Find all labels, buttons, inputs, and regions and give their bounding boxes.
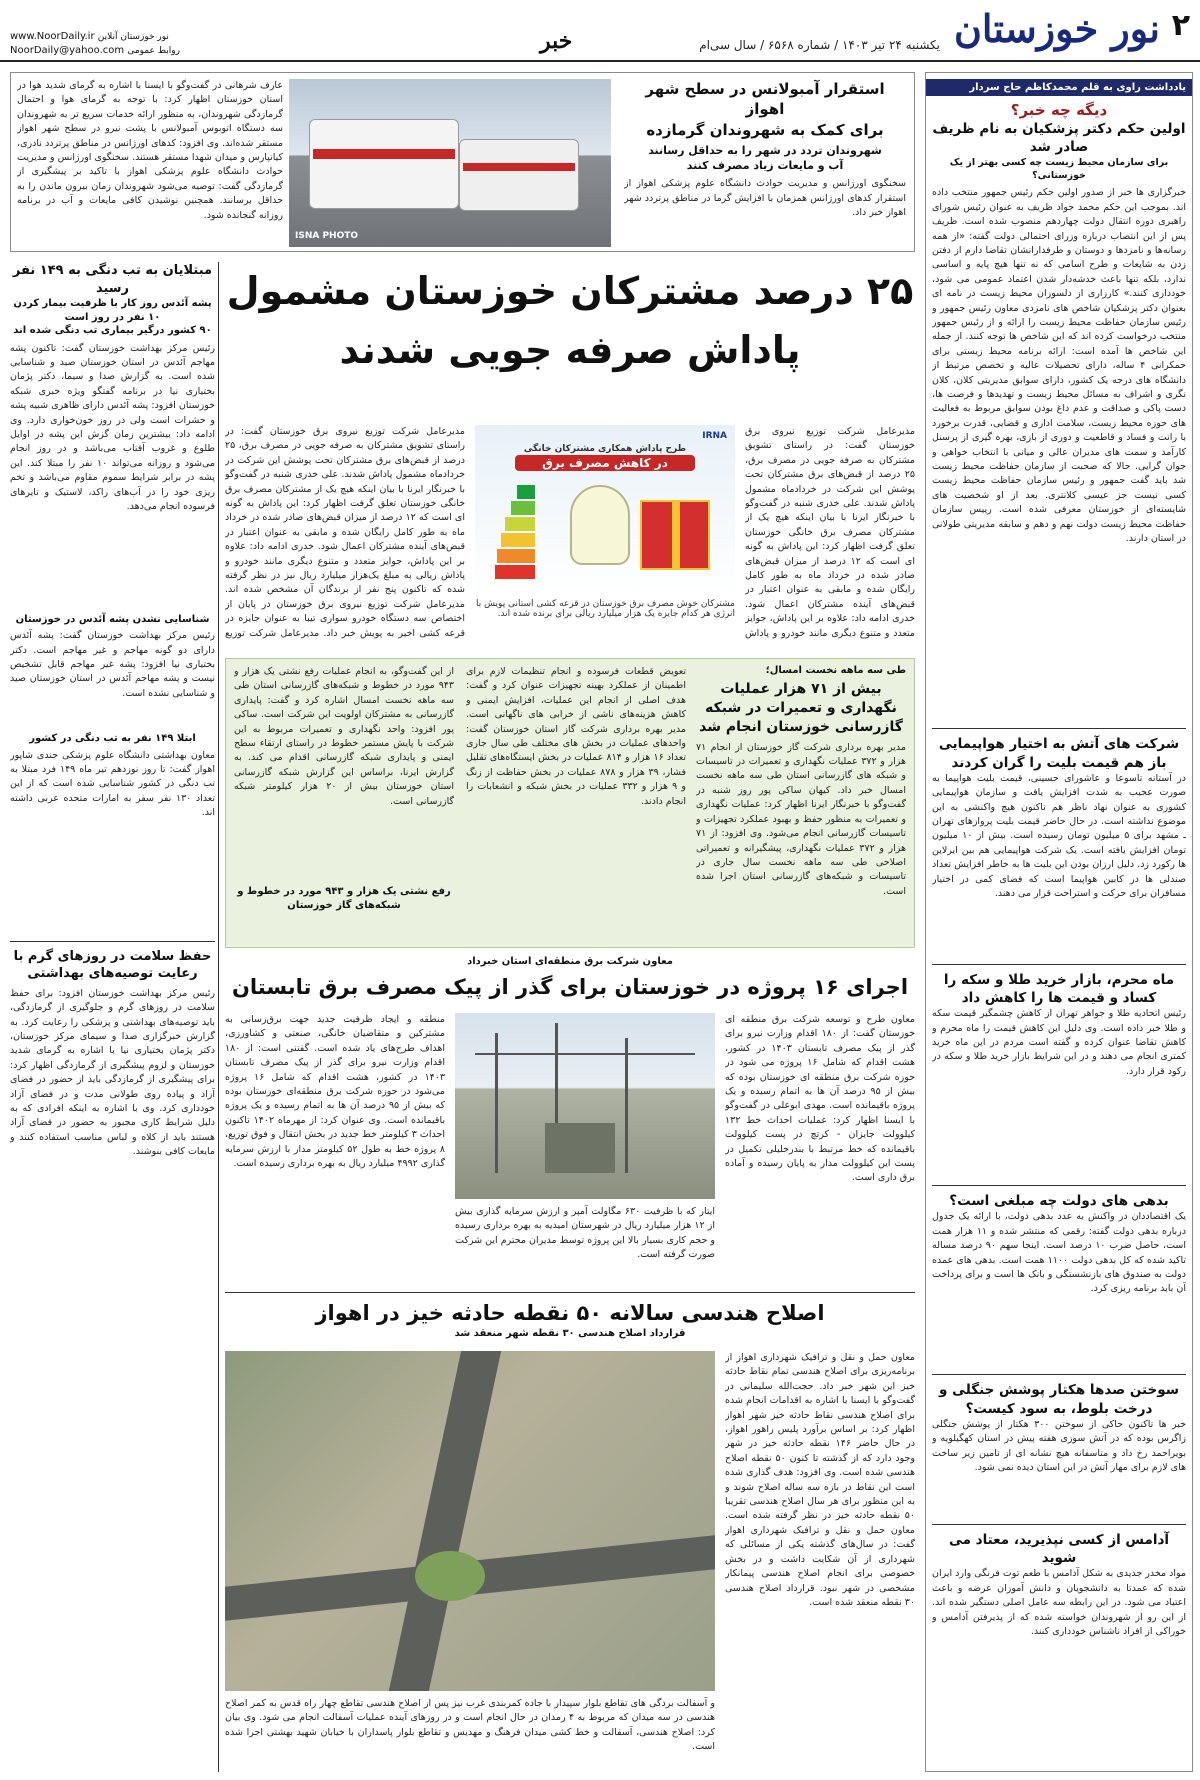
power-body-middle: ایتار که با ظرفیت ۶۳۰ مگاولت آمپر و ارزش سرمایه گذاری بیش از ۱۲ هزار میلیارد ریال در شهرستان امیدیه به بهره برداری رسیده و حجم کاری بسیار بالا این پروژه توسط مدیران محترم این شرکت صورت گرفته است.	[455, 1206, 715, 1261]
health-body: رئیس مرکز بهداشت خوزستان افزود: برای حفظ سلامت در روزهای گرم و جلوگیری از گرمازدگی، باید توصیه‌های بهداشتی و پزشکی را رعایت کرد. به گزارش خبرگزاری صدا و سیمای مرکز خوزستان، دکتر پژمان بختیاری نیا با اشاره به گرمای شدید خوزستان و لزوم پیشگیری از گرمازدگی اظهار کرد: برای پیشگیری از گرمازدگی باید از حضور در فضای آزاد و پیاده روی طولانی مدت و در فضای آزاد خودداری کرد. وی با اشاره به اینکه افرادی که به دلیل شرایط کاری مجبور به حضور در فضای آزاد هستند باید از کلاه و لباس مناسب استفاده کنند و مایعات کافی بنوشند.	[10, 987, 215, 1158]
dengue-sub-1: پشه آئدس روز کار با ظرفیت بیمار کردن ۱۰ نفر در روز است	[13, 298, 212, 323]
main-body: مدیرعامل شرکت توزیع نیروی برق خوزستان گفت: در راستای تشویق مشترکان به صرفه جویی در مصرف برق، ۲۵ درصد از قبض‌های برق مشترکان تحت پوشش این شرکت در خردادماه مشمول پاداش شدند. علی خدری شنبه در گفت‌وگو با خبرنگار ایرنا با بیان اینکه هیچ یک از مشترکان مصرف برق خانگی خوزستان تعلق گرفت اظهار کرد: این پاداش به گونه ای است که ۱۲ درصد از میزان قبض‌های صادر شده در خرداد ماه به طور کامل رایگان شده و مابقی به عنوان اعتبار در قبض‌های آینده مشترکان اعمال شود. خدری ادامه داد: علاوه بر این پاداش، جوایز متعدد و متنوع دیگری مانند خودرو و پاداش	[745, 426, 915, 639]
power-kicker: معاون شرکت برق منطقه‌ای استان خبرداد	[467, 956, 673, 967]
site-email[interactable]: NoorDaily@yahoo.com	[10, 45, 125, 56]
site-info	[10, 30, 180, 58]
ambulance-sub-2: آب و مایعات زیاد مصرف کنند	[686, 158, 844, 172]
gas-body-left: از این گفت‌وگو، به انجام عملیات رفع نشتی یک هزار و ۹۴۳ مورد در خطوط و شبکه‌های گازرسانی استان طی سه ماهه نخست امسال اشاره کرد و گفت: پایداری گازرسانی به مشترکان اولویت این شرکت است. ساکی پور افزود: واحد نگهداری و تعمیرات مربوط به این شرکت با پایش مستمر خطوط در راستای ارتقاء سطح ایمنی و پایداری شبکه گازرسانی اقدام می کند. به گزارش ایرنا، براساس این گزارش شبکه گازرسانی استان خوزستان بیش از ۲۰ هزار کیلومتر شبکه گازرسانی است.	[234, 666, 454, 807]
main-title-2: پاداش صرفه جویی شدند	[339, 327, 801, 372]
left-column	[10, 262, 215, 1772]
irna-logo: IRNA	[702, 431, 727, 441]
ambulance-title-1: استقرار آمبولانس در سطح شهر اهواز	[645, 80, 885, 119]
ambulance-title-2: برای کمک به شهروندان گرمازده	[646, 120, 884, 139]
note-3-body: رئیس اتحادیه طلا و جواهر تهران از کاهش چشمگیر قیمت سکه و طلا خبر داده است. وی دلیل این کاهش قیمت را ماه محرم و کاهش تقاضا عنوان کرده و گفته است مردم در این ماه خرید کمتری انجام می دهند و در این شرایط بازار خرید طلا و سکه در رکود قرار دارد.	[932, 1008, 1186, 1077]
column-kicker: یادداشت راوی به قلم محمدکاظم حاج سردار	[926, 79, 1192, 96]
section-title: خبر	[540, 28, 573, 54]
dengue-body-3: معاون بهداشتی دانشگاه علوم پزشکی جندی شاپور اهواز گفت: تا روز نوزدهم تیر ماه ۱۴۹ فرد مبتلا به تب دنگی در کشور شناسایی شده است که از این تعداد ۱۳۰ نفر سفر به امارات متحده عربی داشته اند.	[10, 749, 215, 819]
note-1-body: خبرگزاری ها خبر از صدور اولین حکم رئیس جمهور منتخب داده اند. بموجب این حکم محمد جواد ظریف به عنوان رئیس شورای راهبری دوره انتقال دولت چهاردهم منصوب شده است. ظریف پس از این انتصاب درباره وزرای احتمالی دولت گفته: «از همه رسانه‌ها و نامزدها و دوستان و طرفدارانشان تقاضا دارم از دفتن زدن به شایعات و طرح اسامی که نه تنها هیچ پایه و اساسی ندارد، بلکه تنها باعث خدشه‌دار شدن اعتماد عمومی می شود، خودداری کنند.» کارزاری از دلسوزان محیط زیست در نامه ای بعنوان دکتر پزشکیان شاخص های نامزدی معاون رئیس جمهور و رئیس سازمان حفاظت محیط زیست را ارائه و از رئیس جمهور منتخب درخواست کرده اند که این شاخص ها توجه کنند. از جمله این شاخص ها آمده است: ارائه برنامه محیط زیستی برای حمکرانی ۴ ساله، دارای تحصیلات عالیه و تخصص مرتبط از دانشگاه های درجه یک کشور، دارای سوابق مدیریتی کلان، کلان نگری و اشراف به مسائل محیط زیست و تهدیدها و فرصت ها، دست پاکی و صداقت و عدم داغ بودن سوابق مربوط به فعالیت های حوزه محیط زیست، سلامت اداری و قضایی، قدرت برخورد با رانت و فساد و قاطعیت و دوری از بازی، بهره گیری از پرسنل کارآمد و سمت های مدیران عالی و میانی با انتخاب خواهی و جوان گرایی. حالا که صحبت از سازمان حفاظت محیط زیست شد باید گفت جمهور و رئیس سازمان حفاظت محیط زیست کسی نیست جز عیسی کلانتری. بعد از او شخصیت های شایسته‌ای از خوزستان معرفی شده است. رییس سازمان حفاظت محیط زیست دولت نهم و دهم و سابقه مدیریتی طولانی در استان دارند.	[932, 187, 1186, 545]
note-2-headline: شرکت های آتش به اختیار هواپیمایی باز هم قیمت بلیت را گران کردند	[938, 736, 1180, 771]
gas-body-right: مدیر بهره برداری شرکت گاز خوزستان از انجام ۷۱ هزار و ۳۷۲ عملیات نگهداری و تعمیرات در تاسیسات و شبکه های گازرسانی استان طی سه ماهه نخست امسال خبر داد. کیهان ساکی پور روز شنبه در گفت‌وگو با خبرنگار ایرنا اظهار کرد: عملیات نگهداری و تعمیرات به منظور حفظ و بهبود عملکرد تجهیزات و تاسیسات گازرسانی انجام می‌شود. وی افزود: از ۷۱ هزار و ۳۷۲ عملیات نگهداری، پیشگیرانه و تعمیراتی اصلاحی طی سه ماهه نخست سال جاری در تاسیسات و شبکه‌های گازرسانی استان اجرا شده است.	[696, 741, 906, 897]
savings-caption: مشترکان خوش مصرف برق خوزستان در قرعه کشی استانی پویش با انرژی هر کدام جایزه یک هزار میلیارد ریالی برای برنده شده اند.	[475, 599, 735, 619]
power-headline: اجرای ۱۶ پروژه در خوزستان برای گذر از پیک مصرف برق تابستان	[231, 974, 909, 999]
note-6-headline: آدامس از کسی نپذیرید، معتاد می شوید	[948, 1531, 1170, 1567]
note-4-body: یک اقتصاددان در واکنش به عدد بدهی دولت، با ارائه یک جدول درباره بدهی دولت گفته: رقمی که منتشر شده و ۱۱ هزار همت است، حاصل ضرب ۱۰ درصد است. اینجا سهم ۹۰ درصد مساله تاکید شده که کل بدهی دولت ۱۱۰۰ همت است. بدهی های عمده دولت به صندوق های بازنشستگی و بانک ها است و برای پرداخت آن باید برنامه ریزی کرد.	[932, 1211, 1186, 1295]
main-headline	[225, 262, 915, 422]
note-1-kicker: دیگه چه خبر؟	[1010, 101, 1108, 119]
note-5-body: خبر ها تاکنون حاکی از سوختن ۳۰۰ هکتار از پوشش جنگلی زاگرس بوده که در آتش سوزی هفته پیش در استان کهگیلویه و بویراحمد رخ داد و متاسفانه هیچ نشانه ای از تامین زیر ساخت های لازم برای مهار آتش در این استان دیده نمی شود.	[932, 1418, 1186, 1474]
note-4-headline: بدهی های دولت چه مبلغی است؟	[949, 1193, 1169, 1210]
dengue-sub-2: ۹۰ کشور درگیر بیماری تب دنگی شده اند	[13, 325, 212, 337]
dengue-sub-3: شناسایی نشدن پشه آئدس در خوزستان	[15, 613, 210, 625]
note-5-headline: سوختن صدها هکتار پوشش جنگلی و درخت بلوط، به سود کیست؟	[938, 1382, 1179, 1417]
right-column	[925, 72, 1193, 1772]
masthead	[0, 0, 1200, 62]
substation-photo	[455, 1013, 715, 1199]
traffic-body-left: و آسفالت بردگی های تقاطع بلوار سپیدار با جاده کمربندی غرب نیز پس از اصلاح هندسی تقاطع چهار راه قدس به کمر اصلاح هندسی در سه میدان که مربوط به ۴ رمدان در حال انجام است و در روزهای آینده عملیات آسفالت انجام می شود. وی بیان کرد: اصلاح هندسی، آسفالت و خط کشی میدان فرهنگ و مهدیس و تقاطع بلوار پاسداران با خیابان شهید بهشتی اجرا شده است.	[225, 1698, 715, 1753]
photo-credit: ISNA PHOTO	[295, 231, 359, 241]
note-1-headline: اولین حکم دکتر پزشکیان به نام ظریف صادر شد	[932, 121, 1186, 156]
savings-graphic	[475, 425, 735, 595]
traffic-subhead: قرارداد اصلاح هندسی ۳۰ نقطه شهر منعقد شد	[454, 1328, 686, 1340]
gas-kicker: طی سه ماهه نخست امسال؛	[765, 665, 906, 676]
main-story	[225, 425, 915, 645]
main-title-1: ۲۵ درصد مشترکان خوزستان مشمول	[226, 269, 914, 313]
traffic-headline: اصلاح هندسی سالانه ۵۰ نقطه حادثه خیز در اهواز	[315, 1301, 825, 1325]
ambulance-body: عارف شرهانی در گفت‌وگو با ایسنا با اشاره به گرمای شدید هوا در استان خوزستان اظهار کرد: با توجه به گرمای هوا و احتمال گرمازدگی شهروندان، به منظور ارائه خدمات سریع تر به شهروندان سه دستگاه اتوبوس آمبولانس با پشت نیرو در سطح شهر اهواز مستقر شده‌اند. وی افزود: کدهای اورژانس در مناطق پرتردد نادری، کیانپارس و میدان شهدا مستقر هستند. سخنگوی اورژانس و مدیریت حوادث دانشگاه علوم پزشکی اهواز با تاکید بر پیشگیری از گرمازدگی گفت: توصیه می‌شود شهروندان زمان بیرون ماندن را به حداقل برسانند. همچنین نوشیدن کافی مایعات و آب در برنامه روزانه گنجانده شود.	[17, 80, 283, 221]
lightbulb-icon	[570, 485, 630, 565]
gas-story	[225, 658, 915, 948]
column-divider	[218, 262, 219, 1772]
graphic-label-1: طرح پاداش همکاری مشترکان خانگی	[523, 444, 687, 454]
gas-headline: بیش از ۷۱ هزار عملیات نگهداری و تعمیرات در شبکه گازرسانی خوزستان انجام شد	[699, 681, 903, 735]
traffic-body-right: معاون حمل و نقل و ترافیک شهرداری اهواز از برنامه‌ریزی برای اصلاح هندسی تمام نقاط حادثه خیز این شهر خبر داد. حجت‌الله سلیمانی در گفت‌وگو با ایسنا با اشاره به اقدامات انجام شده برای اصلاح هندسی نقاط حادثه خیز شهر اهواز اظهار کرد: بر اساس برآورد پلیس راهور اهواز، در حال حاضر ۱۴۶ نقطه حادثه خیز در شهر وجود دارد که از گذشته تا کنون ۵۰ نقطه اصلاح هندسی شده است. وی افزود: هدف گذاری شده است این نقاط در بازه سه ساله اصلاح شوند و به این منظور برای هر سال اصلاح هندسی تقریبا ۵۰ نقطه حادثه خیز در نظر گرفته شده است. معاون حمل و نقل و ترافیک شهرداری اهواز گفت: در سال‌های گذشته یکی از مسائلی که شهرداری از آن شکایت داشت و در بخش خصوصی برای انجام اصلاح هندسی پیمانکار مشخصی در شهر نبود. قرارداد اصلاح هندسی ۳۰ نقطه منعقد شده است.	[725, 1352, 915, 1608]
health-headline: حفظ سلامت در روزهای گرم با رعایت توصیه‌های بهداشتی	[13, 948, 212, 982]
dengue-body: رئیس مرکز بهداشت خوزستان گفت: تاکنون پشه مهاجم آئدس در استان خوزستان صید و شناسایی شده است. به گزارش صدا و سیما، دکتر پژمان بختیاری نیا در برنامه گفتگو ویژه خبری شبکه خوزستان افزود: پشه آئدس دارای ظاهری شبیه پشه و حشرات است ولی در روز خون‌خواری دارد. وی ادامه داد: بیشترین زمان گزش این پشه در اوایل طلوع و غروب آفتاب می‌باشد و در روز انجام می‌شود و روزانه می‌تواند ۱۰ نفر را مبتلا کند. این پشه در برابر شرایط سموم مقاوم می‌باشد و تخم ریزی خود را در آب‌های راکد، لاستیک و تایرهای فرسوده انجام می‌دهد.	[10, 342, 215, 513]
gift-icon	[640, 500, 710, 570]
gas-body-middle: تعویض قطعات فرسوده و انجام تنظیمات لازم برای اطمینان از عملکرد بهینه تجهیزات عنوان کرد و گفت: هدف اصلی از انجام این عملیات، افزایش ایمنی و کاهش هزینه‌های ناشی از خرابی های ناگهانی است. مدیر بهره برداری شرکت گاز استان خوزستان گفت: واحدهای عملیات در بخش های مختلف طی سال جاری تعداد ۱۶ هزار و ۸۱۴ عملیات در بخش ایستگاه‌های تقلیل فشار، ۳۹ هزار و ۸۷۸ عملیات در بخش حفاظت از زنگ و ۹ هزار و ۳۳۲ عملیات در بخش شبکه و انشعابات را انجام دادند.	[466, 666, 686, 807]
newspaper-logo: نور خوزستان	[953, 6, 1160, 51]
note-6-body: مواد مخدر جدیدی به شکل آدامس با طعم توت فرنگی وارد ایران شده که عمدتا به دانشجویان و دانش آموزان عرضه و باعث اعتیاد می شود. در این رابطه سه عامل اصلی دستگیر شده اند. از این رو از شهروندان خواسته شده که از پذیرفتن آدامس و خوراکی از افراد ناشناس خودداری کنند.	[932, 1568, 1186, 1637]
power-body-left: منطقه و ایجاد ظرفیت جدید جهت برق‌رسانی به مشترکین و متقاضیان خانگی، صنعتی و کشاورزی، اهداف طرح‌های یاد شده است. گفتنی است: از ۱۸۰ اقدام وزارت نیرو برای گذر از پیک مصرف تابستان ۱۴۰۳ در کشور، هشت اقدام که شامل ۱۶ پروژه می‌شود در حوزه شرکت برق منطقه‌ای خوزستان بوده که بیش از ۹۵ درصد آن ها به اتمام رسیده و یک پروژه باقیمانده است. وی عنوان کرد: از مهرماه ۱۴۰۲ تاکنون احداث ۳ کیلومتر خط جدید در بخش انتقال و فوق توزیع، ۸ پروژه خط به طول ۵۲ کیلومتر مدار با ارزش سرمایه گذاری ۴۹۹۲ میلیارد ریال به بهره برداری رسیده است.	[225, 1014, 445, 1170]
note-2-body: در آستانه تاسوعا و عاشورای حسینی، قیمت بلیت هواپیما به صورت عجیب به شدت افزایش یافت و سازمان هواپیمایی کشوری به عنوان نهاد ناظر هم تاکنون هیچ واکنشی به این موضوع نداشته است. در حال حاضر قیمت بلیت پروازهای تهران ـ مشهد برای ۵ میلیون تومان رسیده است. بیش از ۱۰ میلیون تومان افزایش یافته است. یک شرکت هواپیمایی هم بین ایرلاین ها رکورد زد. دلیل ارزان بودن این بلیت ها به خاطر افزایش تعداد صندلی ها در کابین هواپیما است که فضای کمی در اختیار مسافران برای حرکت و استراحت قرار می دهند.	[932, 772, 1186, 899]
energy-label-icon	[495, 485, 535, 585]
note-3-headline: ماه محرم، بازار خرید طلا و سکه را کساد و قیمت ها را کاهش داد	[943, 971, 1175, 1006]
site-url-label: نور خوزستان آنلاین	[97, 32, 169, 42]
ambulance-lead: سخنگوی اورژانس و مدیریت حوادث دانشگاه علوم پزشکی اهواز از استقرار کدهای اورژانس همزمان با افزایش گرما در مناطق پرتردد شهر اهواز خبر داد.	[624, 178, 906, 219]
gas-subhead: رفع نشتی یک هزار و ۹۴۳ مورد در خطوط و شبکه‌های گاز خوزستان	[237, 886, 451, 911]
graphic-label-2: در کاهش مصرف برق	[515, 455, 695, 471]
dengue-headline: مبتلایان به تب دنگی به ۱۴۹ نفر رسید	[12, 263, 213, 296]
power-body-right: معاون طرح و توسعه شرکت برق منطقه ای خوزستان گفت: از ۱۸۰ اقدام وزارت نیرو برای گذر از پیک مصرف تابستان ۱۴۰۳ در کشور، هشت اقدام که شامل ۱۶ پروژه می شود در حوزه شرکت برق منطقه ای خوزستان بوده که بیش از ۹۵ درصد آن ها به اتمام رسیده و یک پروژه باقیمانده است. مهدی ابوعلی در گفت‌وگو با ایسنا اظهار کرد: عملیات احداث خط ۱۳۲ کیلوولت جایزان - کرتچ در پست کیلوولت باقیمانده که خط مرتبط با بندرخلیلی تکمیل در پست این کیلوولت مدار به پایان رسیده و آماده برق داری است.	[725, 1014, 915, 1184]
ambulance-photo	[289, 79, 611, 247]
site-url[interactable]: www.NoorDaily.ir	[10, 31, 95, 42]
dengue-sub-4: ابتلا ۱۴۹ نفر به تب دنگی در کشور	[29, 733, 196, 745]
issue-info: یکشنبه ۲۴ تیر ۱۴۰۳ / شماره ۶۵۶۸ / سال سی‌ام	[699, 38, 940, 52]
power-story	[225, 955, 915, 1285]
ambulance-story	[10, 72, 915, 252]
site-email-label: روابط عمومی	[127, 46, 180, 56]
traffic-story	[225, 1292, 915, 1772]
note-1-subhead: برای سازمان محیط زیست چه کسی بهتر از یک خوزستانی؟	[949, 156, 1169, 181]
page-number: ۲	[1171, 8, 1190, 43]
dengue-body-2: رئیس مرکز بهداشت خوزستان گفت: پشه آئدس دارای دو گونه مهاجم و غیر مهاجم است. دکتر بختیاری نیا افزود: پشه غیر مهاجم قابل تشخیص نیست و پشه مهاجم آئدس در استان خوزستان صید و شناسایی نشده است.	[10, 630, 215, 699]
aerial-photo	[225, 1351, 715, 1691]
main-body-continued: مدیرعامل شرکت توزیع نیروی برق خوزستان گفت: در راستای تشویق مشترکان به صرفه جویی در مصرف برق، ۲۵ درصد از قبض‌های برق مشترکان تحت پوشش این شرکت در خردادماه مشمول پاداش شدند. علی خدری شنبه در گفت‌وگو با خبرنگار ایرنا با بیان اینکه هیچ یک از مشترکان مصرف برق خانگی خوزستان تعلق گرفت اظهار کرد: این پاداش به گونه ای است که ۱۲ درصد از میزان قبض‌های صادر شده در خرداد ماه به طور کامل رایگان شده و مابقی به عنوان اعتبار در قبض‌های آینده مشترکان اعمال شود. خدری ادامه داد: علاوه بر این پاداش، جوایز متعدد و متنوع دیگری مانند خودرو و پاداش ریالی به مبلغ یک‌هزار میلیارد ریال نیز در نظر گرفته شده که تاکنون پنج نفر از برندگان آن مشخص شده اند. مدیرعامل شرکت توزیع نیروی برق خوزستان در پایان از اختصاص سه دستگاه خودرو سواری تیبا به عنوان جایزه در قرعه کشی اخیر به پویش خبر داد. مدیرعامل شرکت توزیع	[225, 426, 465, 639]
ambulance-sub-1: شهروندان تردد در شهر را به حداقل رسانند	[648, 143, 882, 157]
